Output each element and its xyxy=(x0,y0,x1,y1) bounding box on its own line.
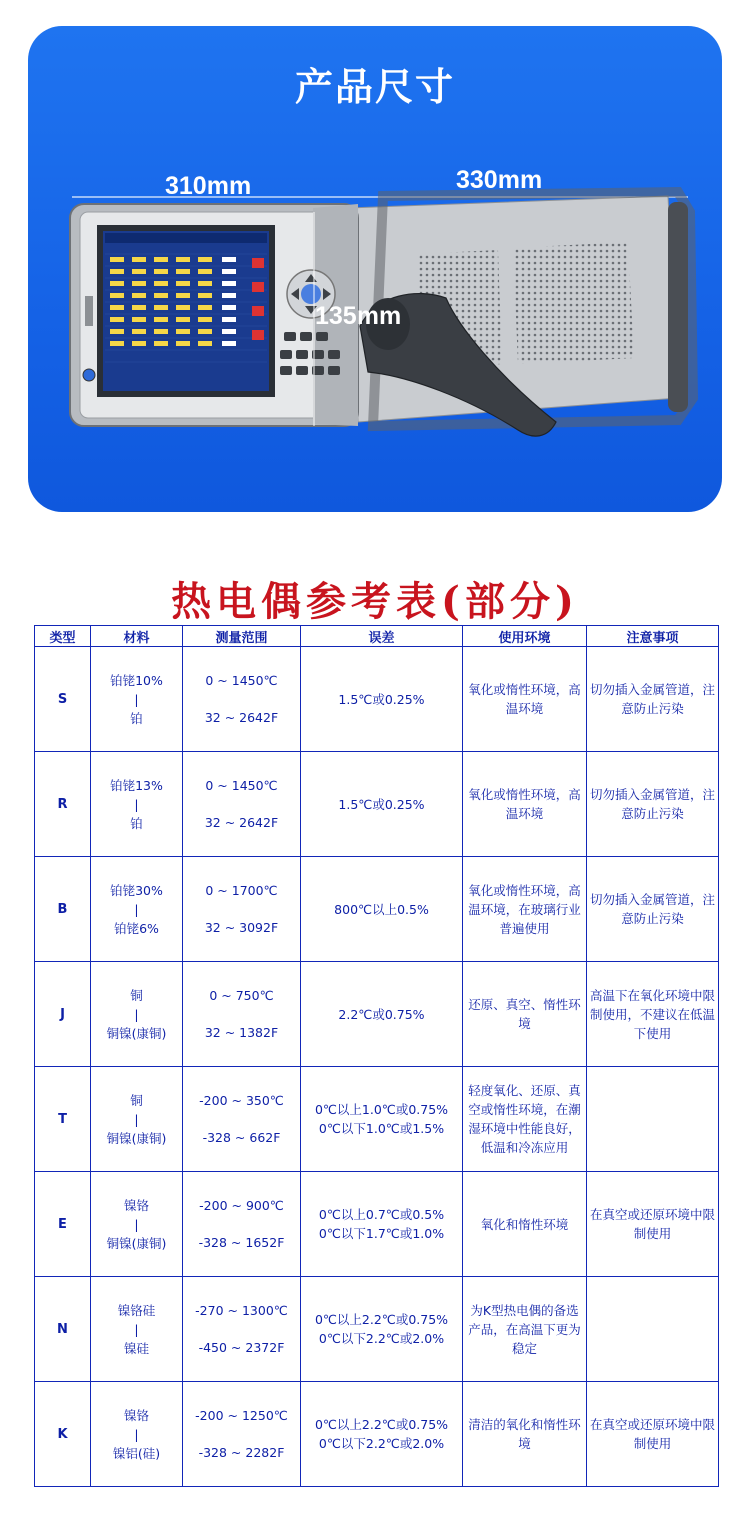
error-line-1: 0℃以上0.7℃或0.5% xyxy=(318,1207,445,1222)
range-celsius: -200 ~ 1250℃ xyxy=(195,1408,288,1423)
range-celsius: 0 ~ 1450℃ xyxy=(205,673,278,688)
range-fahrenheit: 32 ~ 2642F xyxy=(204,815,279,830)
material-separator: | xyxy=(134,901,139,917)
error-line-1: 1.5℃或0.25% xyxy=(338,691,425,707)
range-cell xyxy=(183,962,301,1067)
material-bottom: 铜镍(康铜) xyxy=(106,1025,167,1041)
error-line-2: 0℃以下1.7℃或1.0% xyxy=(318,1226,445,1241)
header-error: 误差 xyxy=(301,626,463,647)
error-line-2: 0℃以下1.0℃或1.5% xyxy=(318,1121,445,1136)
notes-cell: 切勿插入金属管道，注意防止污染 xyxy=(587,647,719,752)
environment-cell: 为K型热电偶的备选产品，在高温下更为稳定 xyxy=(463,1277,587,1382)
environment-cell: 还原、真空、惰性环境 xyxy=(463,962,587,1067)
range-fahrenheit: -450 ~ 2372F xyxy=(198,1340,285,1355)
material-separator: | xyxy=(134,796,139,812)
range-cell xyxy=(183,1382,301,1487)
environment-cell: 氧化或惰性环境，高温环境，在玻璃行业普遍使用 xyxy=(463,857,587,962)
table-row xyxy=(35,857,719,962)
error-cell xyxy=(301,647,463,752)
range-celsius: 0 ~ 1700℃ xyxy=(205,883,278,898)
header-material: 材料 xyxy=(91,626,183,647)
environment-cell: 氧化或惰性环境，高温环境 xyxy=(463,752,587,857)
material-separator: | xyxy=(134,1216,139,1232)
material-cell xyxy=(91,752,183,857)
material-cell xyxy=(91,857,183,962)
range-cell xyxy=(183,647,301,752)
material-top: 镍铬 xyxy=(123,1407,149,1423)
material-top: 铂铑13% xyxy=(110,777,163,793)
table-row xyxy=(35,1277,719,1382)
range-cell xyxy=(183,857,301,962)
material-bottom: 铂 xyxy=(130,710,143,726)
environment-cell: 清洁的氧化和惰性环境 xyxy=(463,1382,587,1487)
product-dimension-banner xyxy=(28,26,722,512)
width-dimension-label: 310mm xyxy=(165,172,252,200)
range-cell xyxy=(183,1172,301,1277)
error-cell xyxy=(301,1277,463,1382)
range-celsius: 0 ~ 1450℃ xyxy=(205,778,278,793)
material-top: 铂铑30% xyxy=(110,882,163,898)
range-cell xyxy=(183,1067,301,1172)
header-range: 测量范围 xyxy=(183,626,301,647)
error-line-1: 0℃以上2.2℃或0.75% xyxy=(314,1312,449,1327)
environment-cell: 氧化和惰性环境 xyxy=(463,1172,587,1277)
depth-dimension-label: 330mm xyxy=(456,166,543,194)
environment-cell: 轻度氧化、还原、真空或惰性环境，在潮湿环境中性能良好，低温和冷冻应用 xyxy=(463,1067,587,1172)
type-cell: N xyxy=(35,1277,91,1382)
material-top: 镍铬硅 xyxy=(117,1302,156,1318)
table-header-row xyxy=(35,626,719,647)
material-bottom: 镍硅 xyxy=(123,1340,149,1356)
material-cell xyxy=(91,1277,183,1382)
header-type: 类型 xyxy=(35,626,91,647)
type-cell: R xyxy=(35,752,91,857)
material-bottom: 铜镍(康铜) xyxy=(106,1130,167,1146)
range-fahrenheit: -328 ~ 662F xyxy=(202,1130,281,1145)
height-dimension-label: 135mm xyxy=(315,302,402,330)
type-cell: B xyxy=(35,857,91,962)
error-line-1: 0℃以上2.2℃或0.75% xyxy=(314,1417,449,1432)
table-row xyxy=(35,1382,719,1487)
notes-cell: 切勿插入金属管道，注意防止污染 xyxy=(587,752,719,857)
material-bottom: 铂 xyxy=(130,815,143,831)
material-separator: | xyxy=(134,1006,139,1022)
material-separator: | xyxy=(134,1426,139,1442)
error-line-1: 0℃以上1.0℃或0.75% xyxy=(314,1102,449,1117)
range-cell xyxy=(183,752,301,857)
notes-cell: 在真空或还原环境中限制使用 xyxy=(587,1172,719,1277)
error-cell xyxy=(301,752,463,857)
range-celsius: -200 ~ 900℃ xyxy=(199,1198,284,1213)
notes-cell xyxy=(587,1067,719,1172)
material-bottom: 铜镍(康铜) xyxy=(106,1235,167,1251)
type-cell: E xyxy=(35,1172,91,1277)
notes-cell: 在真空或还原环境中限制使用 xyxy=(587,1382,719,1487)
thermocouple-table xyxy=(34,625,719,1487)
material-bottom: 铂铑6% xyxy=(114,920,159,936)
environment-cell: 氧化或惰性环境，高温环境 xyxy=(463,647,587,752)
header-environment: 使用环境 xyxy=(463,626,587,647)
error-line-2: 0℃以下2.2℃或2.0% xyxy=(318,1331,445,1346)
table-row xyxy=(35,962,719,1067)
header-notes: 注意事项 xyxy=(587,626,719,647)
range-fahrenheit: 32 ~ 1382F xyxy=(204,1025,279,1040)
range-fahrenheit: -328 ~ 2282F xyxy=(198,1445,285,1460)
material-cell xyxy=(91,1382,183,1487)
material-separator: | xyxy=(134,1321,139,1337)
material-top: 铜 xyxy=(130,987,143,1003)
table-row xyxy=(35,752,719,857)
error-cell xyxy=(301,1172,463,1277)
error-cell xyxy=(301,962,463,1067)
table-row xyxy=(35,647,719,752)
notes-cell: 高温下在氧化环境中限制使用，不建议在低温下使用 xyxy=(587,962,719,1067)
material-cell xyxy=(91,1172,183,1277)
table-row xyxy=(35,1067,719,1172)
material-bottom: 镍铝(硅) xyxy=(112,1445,161,1461)
material-top: 铂铑10% xyxy=(110,672,163,688)
error-cell xyxy=(301,1067,463,1172)
error-cell xyxy=(301,857,463,962)
material-cell xyxy=(91,962,183,1067)
range-cell xyxy=(183,1277,301,1382)
error-line-1: 2.2℃或0.75% xyxy=(338,1006,425,1022)
material-separator: | xyxy=(134,691,139,707)
device-illustration xyxy=(28,26,722,512)
range-celsius: -200 ~ 350℃ xyxy=(199,1093,284,1108)
range-fahrenheit: -328 ~ 1652F xyxy=(198,1235,285,1250)
table-title: 热电偶参考表(部分) xyxy=(171,578,579,625)
material-separator: | xyxy=(134,1111,139,1127)
range-celsius: -270 ~ 1300℃ xyxy=(195,1303,288,1318)
type-cell: J xyxy=(35,962,91,1067)
error-line-1: 1.5℃或0.25% xyxy=(338,796,425,812)
type-cell: T xyxy=(35,1067,91,1172)
error-line-2: 0℃以下2.2℃或2.0% xyxy=(318,1436,445,1451)
notes-cell xyxy=(587,1277,719,1382)
material-top: 镍铬 xyxy=(123,1197,149,1213)
banner-title: 产品尺寸 xyxy=(294,65,455,109)
material-cell xyxy=(91,647,183,752)
range-fahrenheit: 32 ~ 3092F xyxy=(204,920,279,935)
error-cell xyxy=(301,1382,463,1487)
notes-cell: 切勿插入金属管道，注意防止污染 xyxy=(587,857,719,962)
type-cell: K xyxy=(35,1382,91,1487)
error-line-1: 800℃以上0.5% xyxy=(334,901,429,917)
material-top: 铜 xyxy=(130,1092,143,1108)
range-celsius: 0 ~ 750℃ xyxy=(209,988,274,1003)
range-fahrenheit: 32 ~ 2642F xyxy=(204,710,279,725)
type-cell: S xyxy=(35,647,91,752)
table-row xyxy=(35,1172,719,1277)
material-cell xyxy=(91,1067,183,1172)
